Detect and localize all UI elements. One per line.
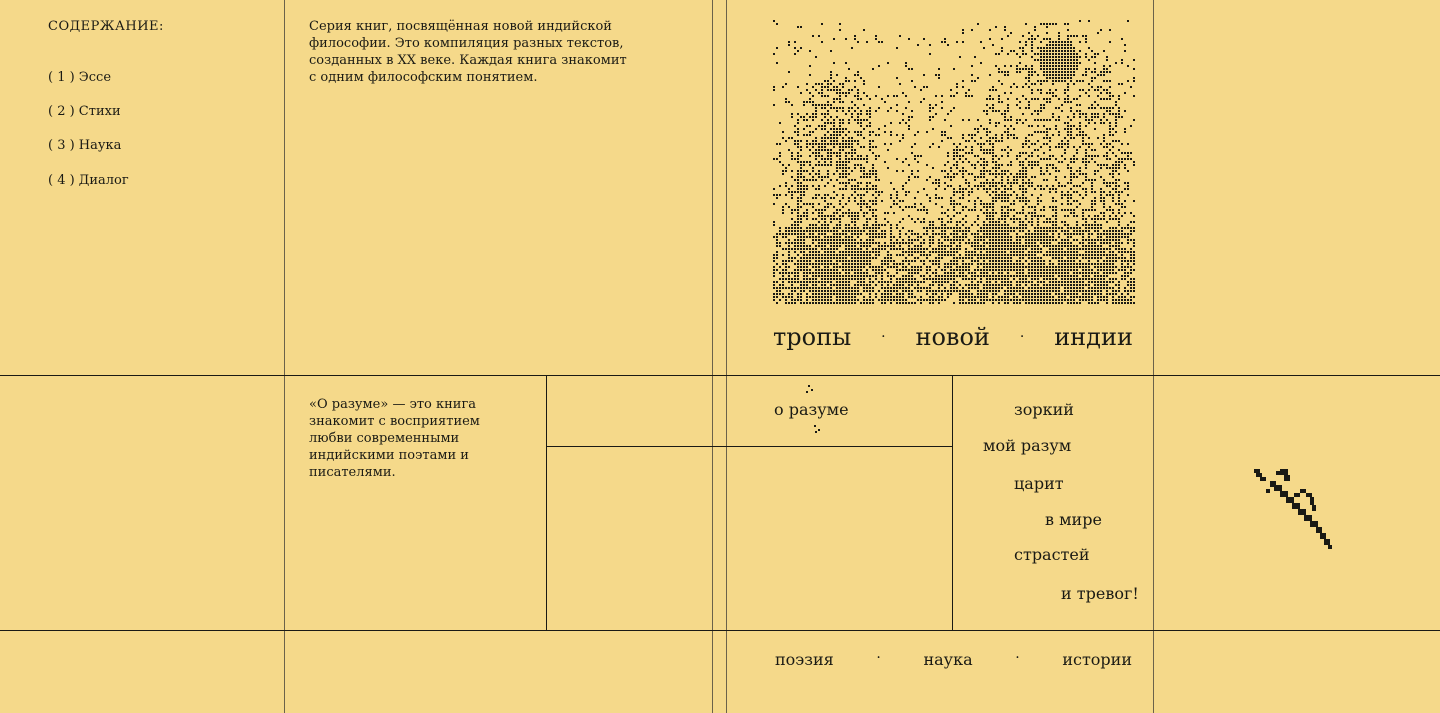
series-title-word: индии xyxy=(1054,323,1133,351)
grid-line xyxy=(284,0,285,713)
series-title xyxy=(773,322,1133,352)
grid-line xyxy=(726,0,727,713)
footer-word: наука xyxy=(923,650,973,669)
grid-line xyxy=(1153,0,1154,713)
book-title: о разуме xyxy=(774,400,849,419)
series-title-word: тропы xyxy=(773,323,852,351)
footer xyxy=(775,650,1132,669)
grid-line xyxy=(546,375,547,631)
separator: · xyxy=(1019,329,1025,345)
poem-line: мой разум xyxy=(983,436,1072,455)
toc-item-poems[interactable]: ( 2 ) Стихи xyxy=(48,104,121,119)
toc-item-science[interactable]: ( 3 ) Наука xyxy=(48,138,122,153)
toc-item-essay[interactable]: ( 1 ) Эссе xyxy=(48,70,112,85)
footer-word: истории xyxy=(1062,650,1132,669)
grid-line xyxy=(546,446,953,447)
book-description: «О разуме» — это книга знакомит с восприятием любви современными индийскими поэтами и писателями. xyxy=(309,397,480,480)
toc-item-dialog[interactable]: ( 4 ) Диалог xyxy=(48,173,129,188)
separator: · xyxy=(881,329,886,345)
grid-line xyxy=(952,375,953,631)
separator: · xyxy=(1015,650,1020,666)
series-description: Серия книг, посвящённая новой индийской философии. Это компиляция разных текстов, созданных в XX веке. Каждая книга знакомит с одним философским понятием. xyxy=(309,19,627,85)
toc-title: СОДЕРЖАНИЕ: xyxy=(48,19,164,34)
pixel-flower-icon xyxy=(1250,465,1340,555)
grid-line xyxy=(0,375,1440,376)
poem-line: зоркий xyxy=(1014,400,1074,419)
poem-line: страстей xyxy=(1014,545,1090,564)
pixel-illustration-icon xyxy=(773,20,1135,304)
separator: · xyxy=(876,650,881,666)
poem-line: царит xyxy=(1014,474,1064,493)
grid-line xyxy=(0,630,1440,631)
poem-line: в мире xyxy=(1045,510,1102,529)
footer-word: поэзия xyxy=(775,650,834,669)
series-title-word: новой xyxy=(915,323,990,351)
poem-line: и тревог! xyxy=(1061,584,1139,603)
grid-line xyxy=(712,0,713,713)
